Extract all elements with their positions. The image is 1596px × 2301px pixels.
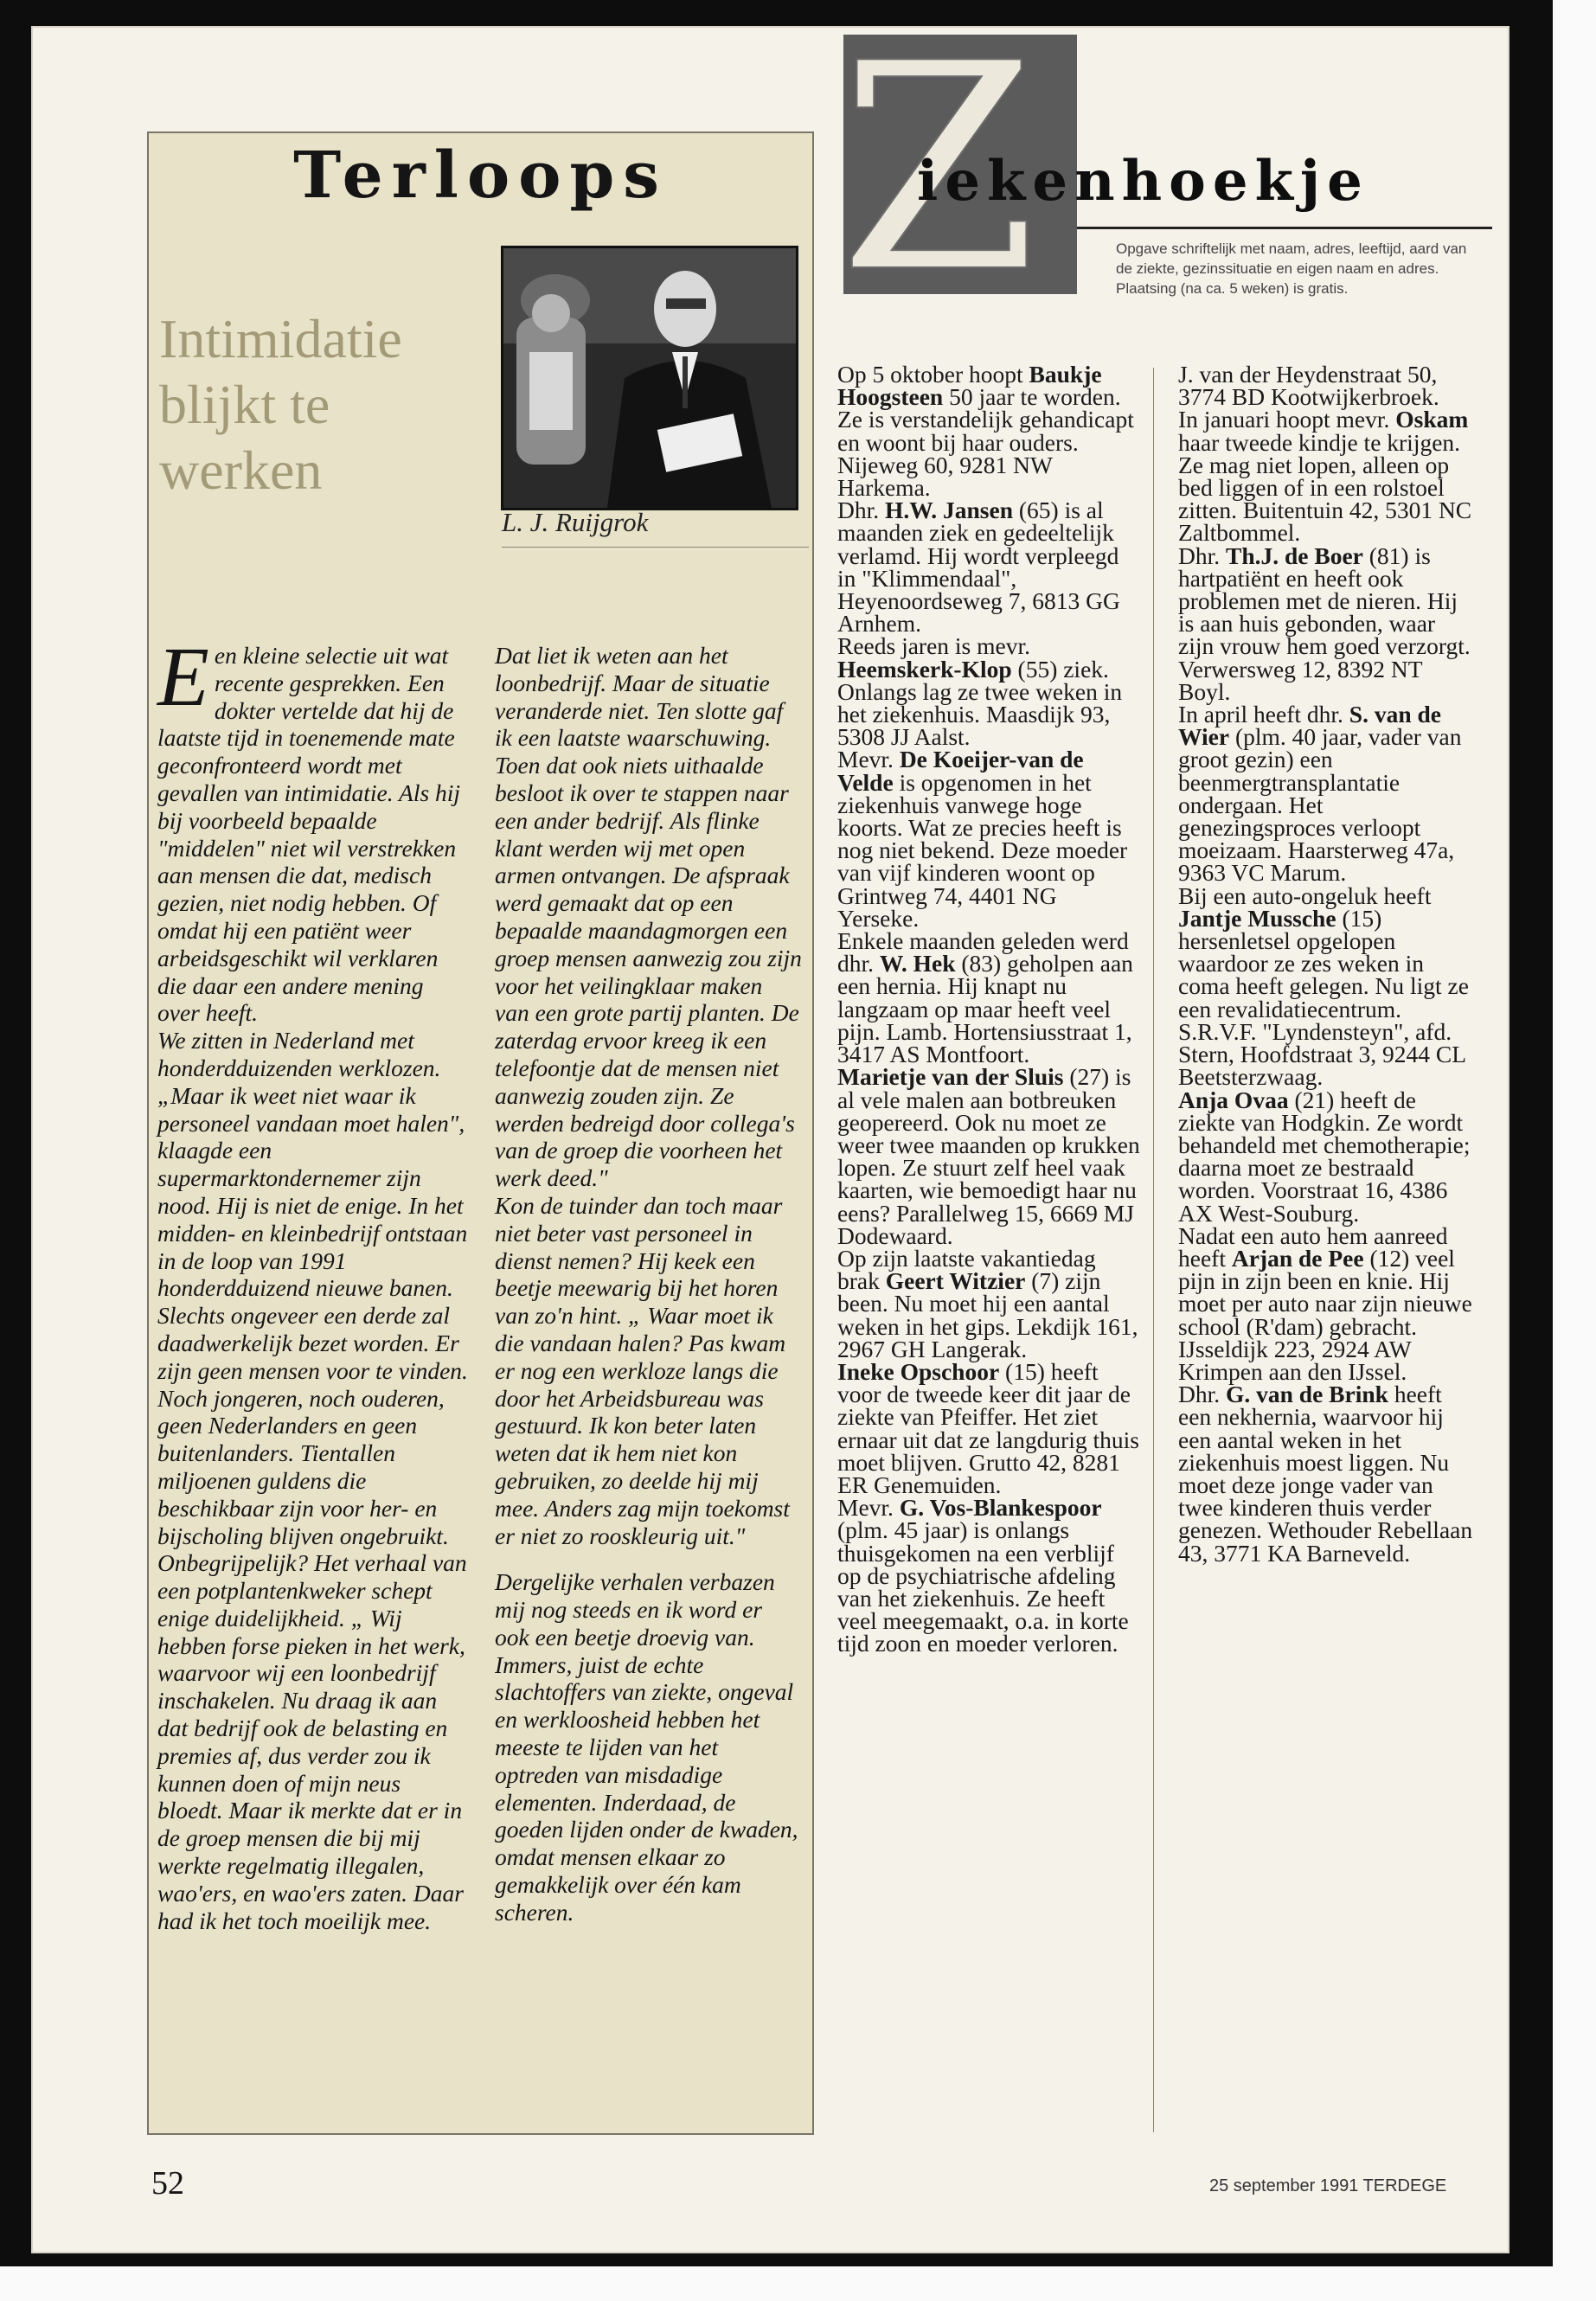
notice-text: Op zijn laatste vakantiedag brak (837, 1244, 1096, 1295)
author-photo-image (503, 248, 796, 508)
patient-name: Th.J. de Boer (1226, 542, 1363, 569)
patient-name: W. Hek (879, 950, 956, 977)
notice-text: Bij een auto-ongeluk heeft (1178, 881, 1432, 909)
notice-text: Dhr. (837, 497, 885, 524)
notice-entry (1178, 1221, 1477, 1385)
patient-name: S. van de Wier (1178, 701, 1441, 751)
notice-text: heeft een nekhernia, waarvoor hij een aantal weken in het ziekenhuis moest liggen. Nu moet deze jonge vader van twee kinderen thuis verder genezen. Wethouder Rebellaan 43, 3771 KA Barneveld. (1178, 1381, 1473, 1567)
notice-text: (7) zijn been. Nu moet hij een aantal weken in het gips. Lekdijk 161, 2967 GH Langerak. (837, 1267, 1138, 1362)
author-byline: L. J. Ruijgrok (502, 507, 809, 548)
notice-text: (12) veel pijn in zijn been en knie. Hij moet per auto naar zijn nieuwe school (R'dam) gebracht. IJsseldijk 223, 2924 AW Krimpen aan den IJssel. (1178, 1244, 1472, 1385)
notice-text: is opgenomen in het ziekenhuis vanwege hoge koorts. Wat ze precies heeft is nog niet bekend. Deze moeder van vijf kinderen woont op Grintweg 74, 4401 NG Yerseke. (837, 768, 1128, 932)
notice-text: 50 jaar te worden. Ze is verstandelijk gehandicapt en woont bij haar ouders. Nijeweg 60, 9281 NW Harkema. (837, 383, 1134, 502)
notice-text: Dhr. (1178, 1381, 1226, 1408)
paragraph-text: en kleine selectie uit wat recente gesprekken. Een dokter vertelde dat hij de laatste tijd in toenemende mate geconfronteerd wordt met gevallen van intimidatie. Als hij bij voorbeeld bepaalde "middelen" niet wil verstrekken aan mensen die dat, medisch gezien, niet nodig hebben. Of omdat hij een patiënt weer arbeidsgeschikt wil verklaren die daar een andere mening over heeft. (157, 642, 461, 1027)
notice-text: Dhr. (1178, 542, 1226, 569)
notice-text: Nadat een auto hem aanreed heeft (1178, 1221, 1448, 1272)
ziekenhoekje-initial: Z (839, 3, 1038, 335)
patient-name: Jantje Mussche (1178, 904, 1336, 932)
notice-text: In januari hoopt mevr. (1178, 406, 1396, 433)
publication-date: 25 september 1991 TERDEGE (1209, 2176, 1447, 2195)
notice-entry (1178, 703, 1477, 885)
notice-entry (837, 361, 1140, 502)
headline-line-1: Intimidatie (159, 308, 402, 369)
notice-entry (837, 748, 1140, 930)
notice-entry (837, 927, 1140, 1068)
terloops-column-1 (157, 631, 471, 1934)
notice-entry (837, 497, 1140, 638)
patient-name: G. Vos-Blankespoor (899, 1494, 1102, 1522)
notice-entry (1178, 406, 1477, 547)
notice-text: (65) is al maanden ziek en gedeeltelijk verlamd. Hij wordt verpleegd in "Klimmendaal", Heyenoordseweg 7, 6813 GG Arnhem. (837, 497, 1120, 638)
notice-text: Reeds jaren is mevr. (837, 632, 1030, 660)
patient-name: Ineke Opschoor (837, 1357, 1000, 1385)
notice-entry (1178, 1383, 1477, 1565)
patient-name: Anja Ovaa (1178, 1086, 1289, 1113)
notice-text: (55) ziek. Onlangs lag ze twee weken in het ziekenhuis. Maasdijk 93, 5308 JJ Aalst. (837, 655, 1123, 751)
notice-text: In april heeft dhr. (1178, 701, 1349, 728)
ziekenhoekje-column-2 (1178, 363, 1477, 1565)
notice-entry (1178, 1086, 1477, 1227)
scan-margin-right (1553, 0, 1596, 2301)
ziekenhoekje-column-1 (837, 363, 1140, 1656)
article-headline (159, 306, 436, 503)
notice-text: (83) geholpen aan een hernia. Hij knapt nu langzaam op maar heeft veel pijn. Lamb. Hortensiusstraat 1, 3417 AS Montfoort. (837, 950, 1133, 1068)
notice-entry (1178, 361, 1477, 411)
patient-name: Geert Witzier (885, 1267, 1026, 1295)
patient-name: Marietje van der Sluis (837, 1063, 1064, 1091)
notice-entry (837, 1494, 1140, 1657)
notice-entry (837, 1357, 1140, 1498)
notice-text: haar tweede kindje te krijgen. Ze mag niet lopen, alleen op bed liggen of in een rolstoel zitten. Buitentuin 42, 5301 NC Zaltbommel. (1178, 428, 1472, 547)
paragraph: Onbegrijpelijk? Het verhaal van een potplantenkweker schept enige duidelijkheid. „ Wij hebben forse pieken in het werk, waarvoor wij een loonbedrijf inschakelen. Nu draag ik aan dat bedrijf ook de belasting en premies af, dus verder zou ik kunnen doen of mijn neus bloedt. Maar ik merkte dat er in de groep mensen die bij mij werkte regelmatig illegalen, wao'ers, en wao'ers zaten. Daar had ik het toch moeilijk mee. (157, 1549, 467, 1934)
notice-text: (plm. 45 jaar) is onlangs thuisgekomen na een verblijf op de psychiatrische afdeling van het ziekenhuis. Ze heeft veel meegemaakt, o.a. in korte tijd zoon en moeder verloren. (837, 1516, 1129, 1657)
notice-entry (837, 1244, 1140, 1362)
notice-text: Enkele maanden geleden werd dhr. (837, 927, 1129, 977)
paragraph: Dat liet ik weten aan het loonbedrijf. Maar de situatie veranderde niet. Ten slotte gaf ik een laatste waarschuwing. Toen dat ook niets uithaalde besloot ik over te stappen naar een ander bedrijf. Als flinke klant werden wij met open armen ontvangen. De afspraak werd gemaakt dat op een bepaalde maandagmorgen een groep mensen aanwezig zou zijn voor het veilingklaar maken van een grote partij planten. De zaterdag ervoor kreeg ik een telefoontje dat de mensen niet aanwezig zouden zijn. Ze werden bedreigd door collega's van de groep die voorheen het werk deed." (495, 642, 802, 1192)
patient-name: Arjan de Pee (1231, 1244, 1364, 1272)
patient-name: De Koeijer-van de Velde (837, 746, 1084, 796)
patient-name: Baukje Hoogsteen (837, 361, 1102, 411)
notice-text: (plm. 40 jaar, vader van groot gezin) een beenmergtransplantatie ondergaan. Het genezingsproces verloopt moeizaam. Haarsterweg 47a, 9363 VC Marum. (1178, 723, 1462, 887)
notice-text: Mevr. (837, 746, 900, 773)
patient-name: G. van de Brink (1226, 1381, 1388, 1408)
patient-name: Oskam (1395, 406, 1469, 433)
notice-entry (837, 632, 1140, 751)
drop-cap: E (157, 631, 209, 724)
patient-name: H.W. Jansen (885, 497, 1013, 524)
notice-entry (1178, 881, 1477, 1091)
paragraph: Kon de tuinder dan toch maar niet beter vast personeel in dienst nemen? Hij keek een beetje meewarig bij het horen van zo'n hint. „ Waar moet ik die vandaan halen? Pas kwam er nog een werkloze langs die door het Arbeidsbureau was gestuurd. Ik kon beter laten weten dat ik hem niet kon gebruiken, zo deelde hij mij mee. Anders zag mijn toekomst er niet zo rooskleurig uit." (495, 1191, 790, 1549)
submission-note: Opgave schriftelijk met naam, adres, leeftijd, aard van de ziekte, gezinssituatie en eigen naam en adres. Plaatsing (na ca. 5 weken) is gratis. (1116, 240, 1467, 297)
author-photo (501, 246, 798, 510)
scan-margin-bottom (0, 2266, 1596, 2301)
notice-entry (837, 1063, 1140, 1249)
notice-text: Mevr. (837, 1494, 900, 1522)
paragraph: Dergelijke verhalen verbazen mij nog steeds en ik word er ook een beetje droevig van. Immers, juist de echte slachtoffers van ziekte, ongeval en werkloosheid hebben het meeste te lijden van het optreden van misdadige elementen. Inderdaad, de goeden lijden onder de kwaden, omdat mensen elkaar zo gemakkelijk over één kam scheren. (495, 1568, 798, 1926)
notice-entry (1178, 542, 1477, 705)
headline-line-3: werken (159, 439, 323, 501)
terloops-box (147, 131, 814, 2135)
notice-text: (21) heeft de ziekte van Hodgkin. Ze wordt behandeld met chemotherapie; daarna moet ze bestraald worden. Voorstraat 16, 4386 AX West-Souburg. (1178, 1086, 1471, 1227)
paragraph (157, 631, 471, 1027)
notice-text: (27) is al vele malen aan botbreuken geopereerd. Ook nu moet ze weer twee maanden op krukken lopen. Ze stuurt zelf heel vaak kaarten, wie bemoedigt haar nu eens? Parallelweg 15, 6669 MJ Dodewaard. (837, 1063, 1140, 1249)
notice-text: (15) heeft voor de tweede keer dit jaar de ziekte van Pfeiffer. Het ziet ernaar uit dat ze langdurig thuis moet blijven. Grutto 42, 8281 ER Genemuiden. (837, 1357, 1139, 1498)
notice-text: J. van der Heydenstraat 50, 3774 BD Kootwijkerbroek. (1178, 361, 1439, 411)
notice-text: (81) is hartpatiënt en heeft ook problemen met de nieren. Hij is aan huis gebonden, waar zijn vrouw hem goed verzorgt. Verwersweg 12, 8392 NT Boyl. (1178, 542, 1471, 705)
paragraph: We zitten in Nederland met honderdduizenden werklozen. „Maar ik weet niet waar ik personeel vandaan moet halen", klaagde een supermarktondernemer zijn nood. Hij is niet de enige. In het midden- en kleinbedrijf ontstaan in de loop van 1991 honderdduizend nieuwe banen. Slechts ongeveer een derde zal daadwerkelijk bezet worden. Er zijn geen mensen voor te vinden. Noch jongeren, noch ouderen, geen Nederlanders en geen buitenlanders. Tientallen miljoenen guldens die beschikbaar zijn voor her- en bijscholing blijven ongebruikt. (157, 1027, 468, 1549)
patient-name: Heemskerk-Klop (837, 655, 1012, 683)
ziekenhoekje-title: iekenhoekje (917, 149, 1369, 214)
terloops-title: Terloops (293, 138, 668, 213)
column-divider (1153, 368, 1154, 2132)
terloops-column-2 (495, 642, 802, 1926)
page-number: 52 (151, 2165, 184, 2202)
headline-line-2: blijkt te (159, 374, 330, 435)
notice-text: Op 5 oktober hoopt (837, 361, 1029, 388)
header-rule (1077, 227, 1492, 229)
notice-text: (15) hersenletsel opgelopen waardoor ze zes weken in coma heeft gelegen. Nu ligt ze een revalidatiecentrum. S.R.V.F. "Lyndensteyn", afd. Stern, Hoofdstraat 3, 9244 CL Beetsterzwaag. (1178, 904, 1469, 1091)
